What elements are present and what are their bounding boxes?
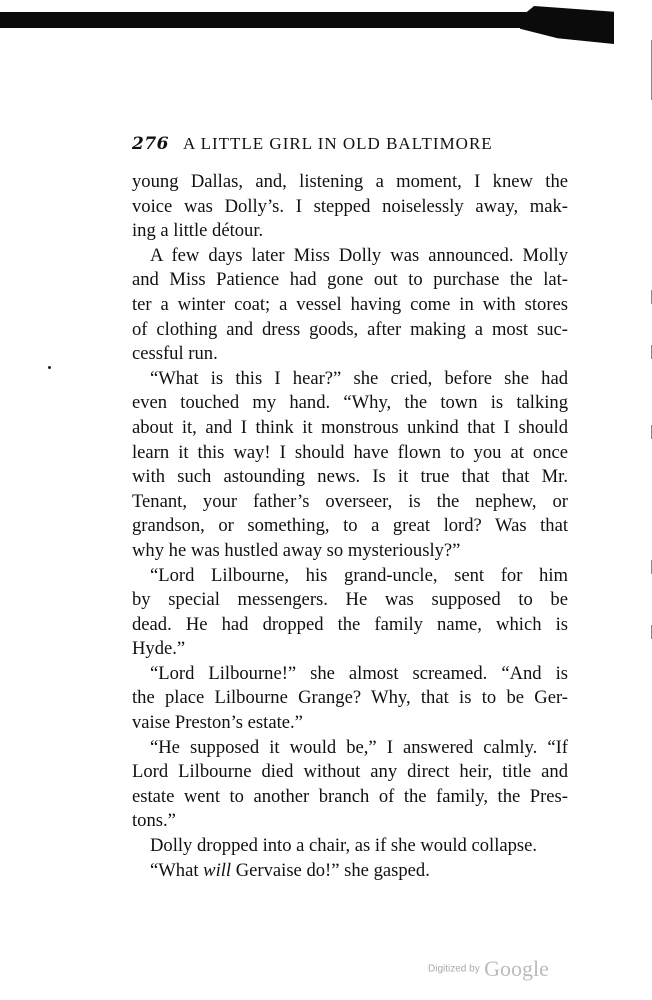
text-line: why he was hustled away so mysteriously?” — [132, 539, 461, 561]
text-line: even touched my hand. “Why, the town is talking — [132, 392, 568, 414]
digitized-by-watermark — [428, 956, 549, 982]
text-line: by special messengers. He was supposed to be — [132, 589, 568, 611]
text-line: grandson, or something, to a great lord? Was that — [132, 515, 568, 537]
google-logo: Google — [484, 956, 549, 981]
text-line: about it, and I think it monstrous unkind that I should — [132, 416, 568, 438]
text-line: dead. He had dropped the family name, which is — [132, 613, 568, 635]
text-line: tons.” — [132, 810, 176, 832]
text-line: A few days later Miss Dolly was announced. Molly — [150, 244, 568, 266]
text-line: “What will Gervaise do!” she gasped. — [150, 859, 430, 881]
text-line: young Dallas, and, listening a moment, I knew the — [132, 171, 568, 192]
page-number: 276 — [132, 134, 169, 154]
running-title: A LITTLE GIRL IN OLD BALTIMORE — [183, 134, 493, 153]
text-line: of clothing and dress goods, after making a most suc- — [132, 318, 568, 340]
text-line: “What is this I hear?” she cried, before she had — [150, 367, 568, 389]
text-line: the place Lilbourne Grange? Why, that is to be Ger- — [132, 687, 568, 709]
scan-speck — [48, 366, 51, 369]
digitized-by-label: Digitized by — [428, 963, 480, 975]
text-line: ing a little détour. — [132, 220, 264, 242]
text-line: Dolly dropped into a chair, as if she would collapse. — [150, 835, 538, 857]
running-head — [132, 134, 568, 154]
text-line: ter a winter coat; a vessel having come in with stores — [132, 293, 568, 315]
text-line: estate went to another branch of the family, the Pres- — [132, 785, 568, 807]
text-line: and Miss Patience had gone out to purchase the lat- — [132, 269, 568, 291]
text-line: “Lord Lilbourne!” she almost screamed. “And is — [150, 662, 568, 684]
text-line: cessful run. — [132, 343, 218, 365]
text-line: “He supposed it would be,” I answered calmly. “If — [150, 736, 568, 758]
text-line: Tenant, your father’s overseer, is the nephew, or — [132, 490, 568, 512]
text-line: voice was Dolly’s. I stepped noiselessly away, mak- — [132, 195, 568, 217]
text-line: “Lord Lilbourne, his grand-uncle, sent for him — [150, 564, 568, 586]
text-line: Lord Lilbourne died without any direct heir, title and — [132, 761, 568, 783]
text-line: vaise Preston’s estate.” — [132, 712, 303, 734]
body-text — [132, 170, 568, 883]
text-line: learn it this way! I should have flown to you at once — [132, 441, 568, 463]
text-line: Hyde.” — [132, 638, 186, 660]
text-line: with such astounding news. Is it true that that Mr. — [132, 466, 568, 488]
scan-top-bar-end — [520, 6, 614, 44]
